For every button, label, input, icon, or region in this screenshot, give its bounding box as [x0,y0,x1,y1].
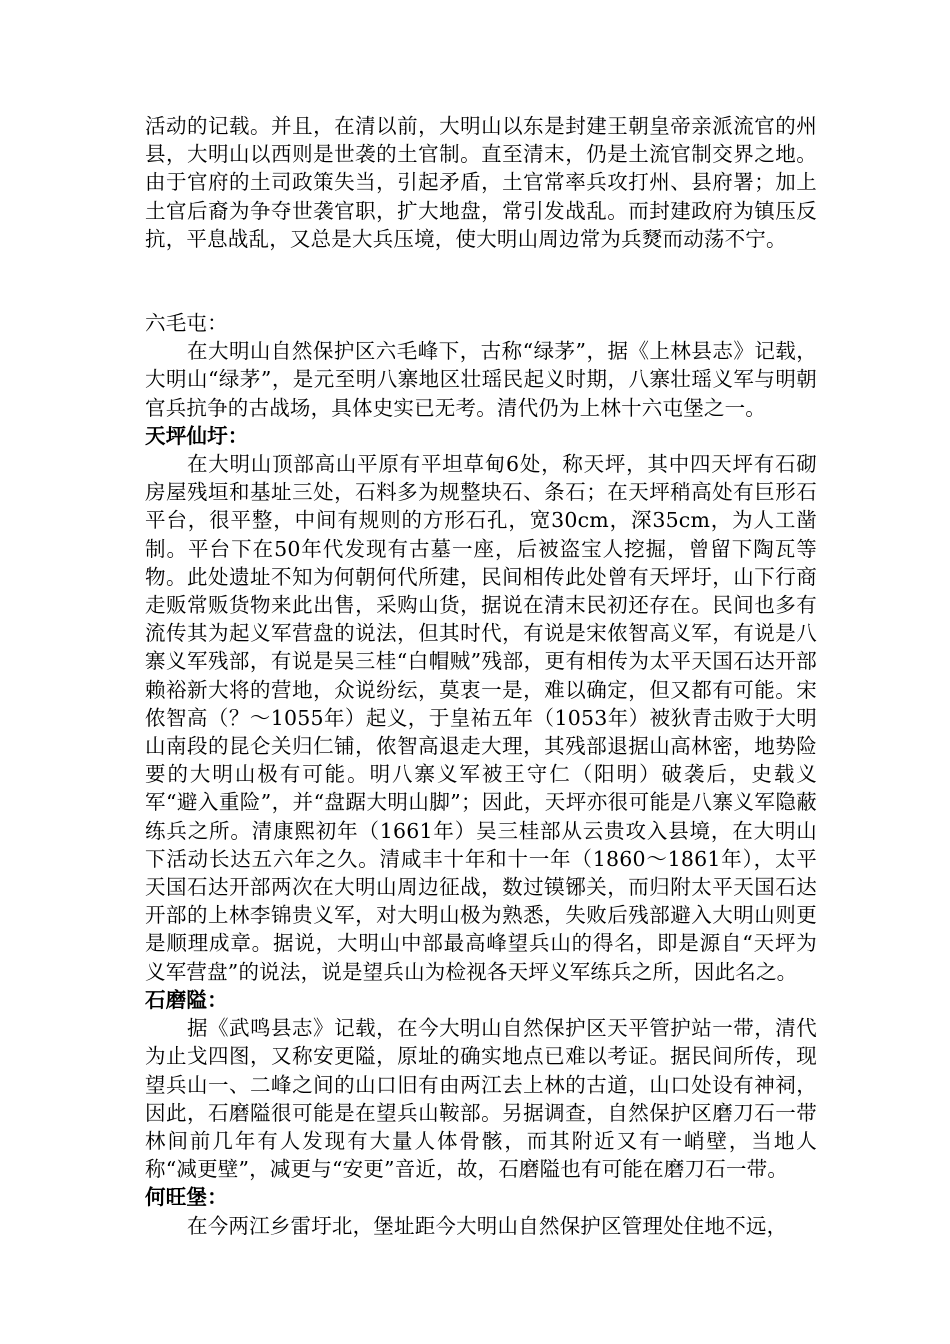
paragraph-gap [145,253,817,309]
section-heading-hewangbao: 何旺堡： [145,1185,228,1210]
paragraph-hewangbao: 在今两江乡雷圩北，堡址距今大明山自然保护区管理处住地不远， [187,1213,788,1238]
section-heading-tianping: 天坪仙圩： [145,423,249,448]
paragraph-intro: 活动的记载。并且，在清以前，大明山以东是封建王朝皇帝亲派流官的州县，大明山以西则是世袭的土官制。直至清末，仍是土流官制交界之地。由于官府的土司政策失当，引起矛盾，土官常率兵攻打州、县府署；加上土官后裔为争夺世袭官职，扩大地盘，常引发战乱。而封建政府为镇压反抗，平息战乱，又总是大兵压境，使大明山周边常为兵燹而动荡不宁。 [145,114,817,251]
paragraph-shimoai: 据《武鸣县志》记载，在今大明山自然保护区天平管护站一带，清代为止戈四图，又称安更隘，原址的确实地点已难以考证。据民间所传，现望兵山一、二峰之间的山口旧有由两江去上林的古道，山口处设有神祠，因此，石磨隘很可能是在望兵山鞍部。另据调查，自然保护区磨刀石一带林间前几年有人发现有大量人体骨骸，而其附近又有一峭壁，当地人称“减更壁”，减更与“安更”音近，故，石磨隘也有可能在磨刀石一带。 [145,1016,817,1182]
section-heading-liumao: 六毛屯： [145,311,228,336]
paragraph-tianping: 在大明山顶部高山平原有平坦草甸6处，称天坪，其中四天坪有石砌房屋残垣和基址三处，石料多为规整块石、条石；在天坪稍高处有巨形石平台，很平整，中间有规则的方形石孔，宽30cm，深35cm，为人工凿制。平台下在50年代发现有古墓一座，后被盗宝人挖掘，曾留下陶瓦等物。此处遗址不知为何朝何代所建，民间相传此处曾有天坪圩，山下行商走贩常贩货物来此出售，采购山货，据说在清末民初还存在。民间也多有流传其为起义军营盘的说法，但其时代，有说是宋侬智高义军，有说是八寨义军残部，有说是吴三桂“白帽贼”残部，更有相传为太平天国石达开部赖裕新大将的营地，众说纷纭，莫衷一是，难以确定，但又都有可能。宋侬智高（？～1055年）起义，于皇祐五年（1053年）被狄青击败于大明山南段的昆仑关归仁铺，侬智高退走大理，其残部退据山高林密，地势险要的大明山极有可能。明八寨义军被王守仁（阳明）破袭后，史载义军“避入重险”，并“盘踞大明山脚”；因此，天坪亦很可能是八寨义军隐蔽练兵之所。清康熙初年（1661年）吴三桂部从云贵攻入县境，在大明山下活动长达五六年之久。清咸丰十年和十一年（1860～1861年），太平天国石达开部两次在大明山周边征战，数过镆铘关，而归附太平天国石达开部的上林李锦贵义军，对大明山极为熟悉，失败后残部避入大明山则更是顺理成章。据说，大明山中部最高峰望兵山的得名，即是源自“天坪为义军营盘”的说法，说是望兵山为检视各天坪义军练兵之所，因此名之。 [145,452,817,984]
section-heading-shimoai: 石磨隘： [145,987,228,1012]
document-body [145,112,817,1240]
paragraph-liumao: 在大明山自然保护区六毛峰下，古称“绿茅”，据《上林县志》记载，大明山“绿茅”，是元至明八寨地区壮瑶民起义时期，八寨壮瑶义军与明朝官兵抗争的古战场，具体史实已无考。清代仍为上林十六屯堡之一。 [145,339,817,420]
